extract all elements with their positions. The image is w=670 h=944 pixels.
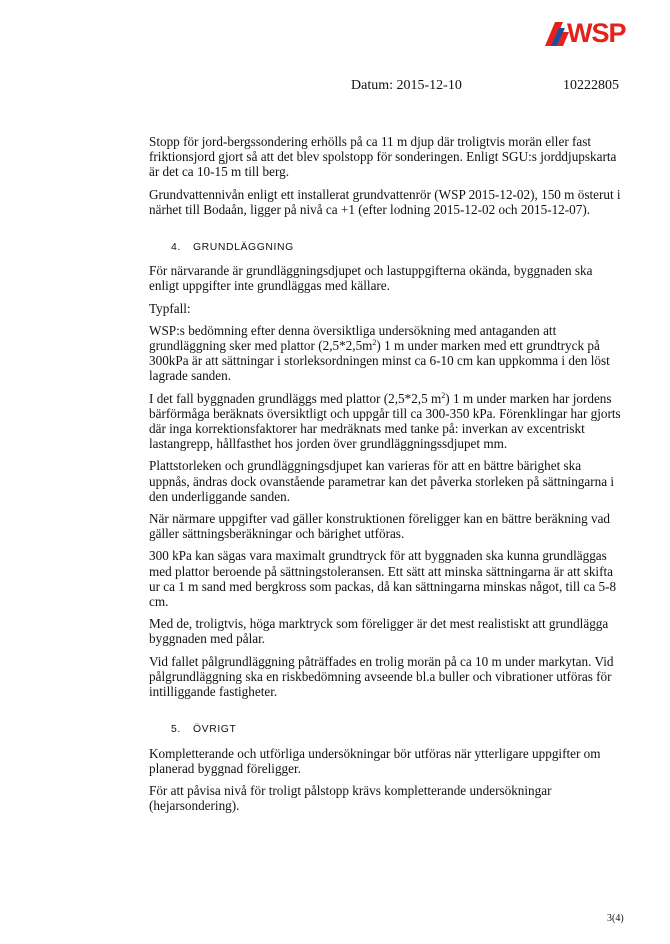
paragraph: Med de, troligtvis, höga marktryck som föreligger är det mest realistiskt att grundlägga byggnaden med pålar. xyxy=(149,616,609,647)
logo-text: WSP xyxy=(567,18,626,48)
paragraph: Stopp för jord-bergssondering erhölls på ca 11 m djup där troligtvis morän eller fast friktionsjord gjort så att det blev spolstopp för sonderingen. Enligt SGU:s jorddjupskarta är det ca 10-15 m till berg. xyxy=(149,134,617,180)
document-reference: 10222805 xyxy=(563,78,619,93)
paragraph: 300 kPa kan sägas vara maximalt grundtryck för att byggnaden ska kunna grundläggas med plattor beroende på sättningstoleransen. Ett sätt att minska sättningarna är att skifta ur ca 1 m sand med bergkross som packas, då kan sättningarna minskas något, till ca 5-8 cm. xyxy=(149,548,617,610)
paragraph: WSP:s bedömning efter denna översiktliga undersökning med antaganden att grundläggning sker med plattor $(2,5*2,5m^2)$ 1 m under marken med ett grundtryck på 300kPa är att sättningar i storleksordningen minst ca 6-10 cm kan uppkomma i den löst lagrade sanden. xyxy=(149,322,610,384)
paragraph: När närmare uppgifter vad gäller konstruktionen föreligger kan en bättre beräkning vad gäller sättningsberäkningar och bärighet utföras. xyxy=(149,511,611,542)
section-number: 4. xyxy=(171,242,181,254)
paragraph: I det fall byggnaden grundläggs med plattor (2,5*2,5 $m^2$) 1 m under marken har jordens bärförmåga beräknats översiktligt och uppgår till ca 300-350 kPa. Förenklingar har gjorts där inga korrektionsfaktorer har medräknats med tanke på: inverkan av excentriskt lastangrepp, hållfasthet hos jorden över grundläggningssdjupet mm. xyxy=(149,390,621,452)
paragraph: För närvarande är grundläggningsdjupet och lastuppgifterna okända, byggnaden ska enligt uppgifter inte grundläggas med källare. xyxy=(149,263,593,294)
section-title: GRUNDLÄGGNING xyxy=(193,242,294,254)
section-number: 5. xyxy=(171,724,181,736)
paragraph: Plattstorleken och grundläggningsdjupet kan varieras för att en bättre bärighet ska uppnås, ändras dock ovanstående parametrar kan det påverka storleken på sättningarna i den underliggande sanden. xyxy=(149,458,615,504)
section-title: ÖVRIGT xyxy=(193,724,237,736)
paragraph: Grundvattennivån enligt ett installerat grundvattenrör (WSP 2015-12-02), 150 m österut i närhet till Bodaån, ligger på nivå ca +1 (efter lodning 2015-12-02 och 2015-12-07). xyxy=(149,186,621,217)
paragraph: För att påvisa nivå för troligt pålstopp krävs kompletterande undersökningar (hejarsondering). xyxy=(149,782,552,814)
page-number: 3(4) xyxy=(607,913,624,924)
section-heading-5 xyxy=(149,722,625,737)
document-body xyxy=(149,134,625,820)
paragraph: Typfall: xyxy=(149,300,191,316)
paragraph: Vid fallet pålgrundläggning påträffades en trolig morän på ca 10 m under markytan. Vid pålgrundläggning ska en riskbedömning avseende bl.a buller och vibrationer utföras för intilliggande fastigheter. xyxy=(149,653,614,700)
paragraph: Kompletterande och utförliga undersökningar bör utföras när ytterligare uppgifter om planerad byggnad föreligger. xyxy=(149,745,601,776)
section-heading-4 xyxy=(149,240,625,255)
document-date: Datum: 2015-12-10 xyxy=(351,78,462,93)
wsp-logo xyxy=(543,16,629,50)
